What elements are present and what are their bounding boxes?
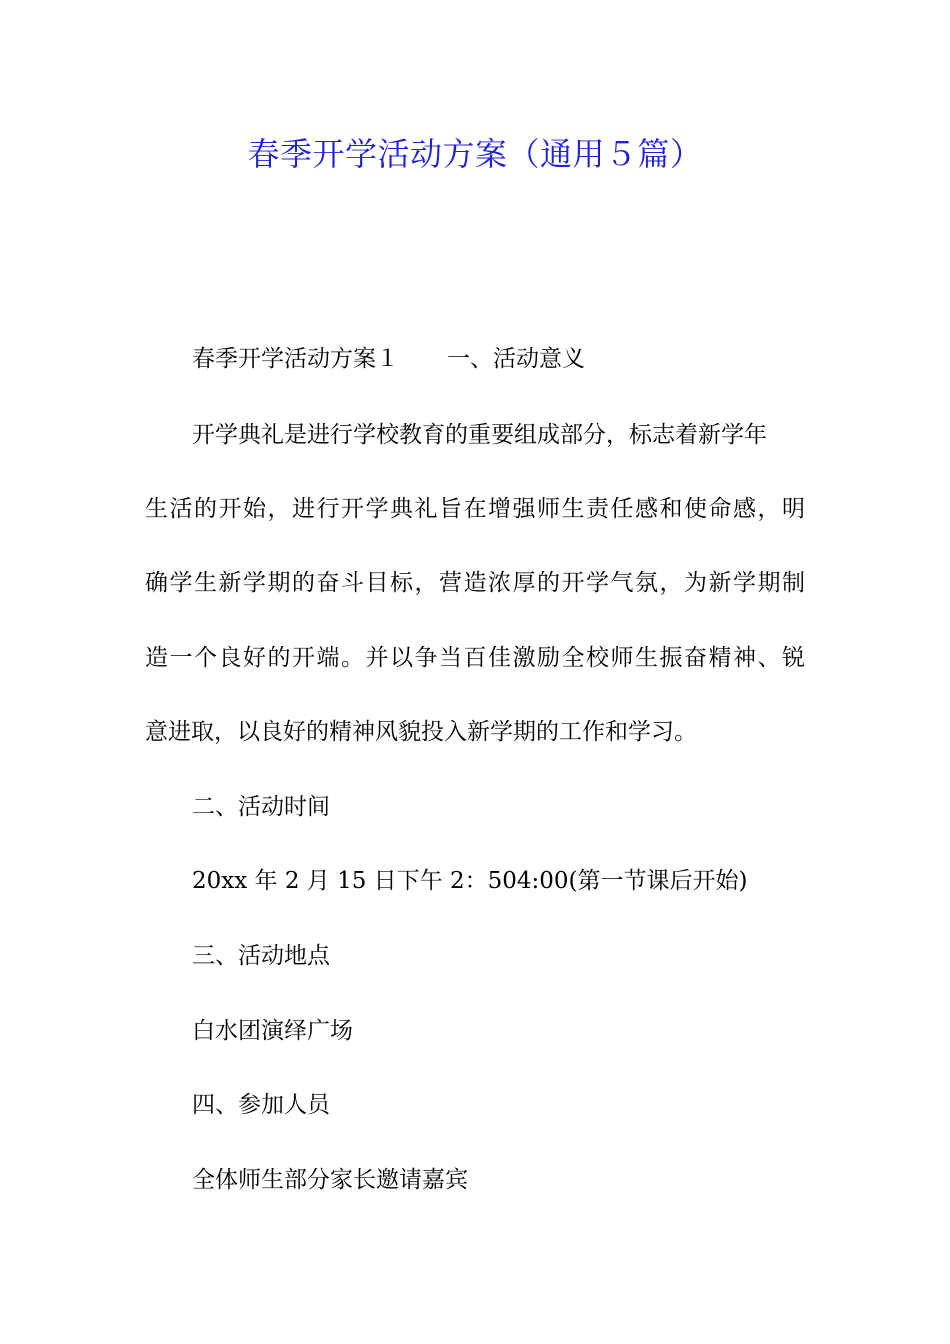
- subheading-time: 二、活动时间: [192, 794, 330, 820]
- paragraph-line: 意进取，以良好的精神风貌投入新学期的工作和学习。: [145, 719, 697, 745]
- participants: 全体师生部分家长邀请嘉宾: [192, 1167, 468, 1193]
- paragraph-line: 生活的开始，进行开学典礼旨在增强师生责任感和使命感，明: [145, 496, 805, 522]
- activity-place: 白水团演绎广场: [192, 1018, 353, 1044]
- activity-time: 20xx 年 2 月 15 日下午 2：504:00(第一节课后开始): [192, 868, 748, 894]
- paragraph-line: 造一个良好的开端。并以争当百佳激励全校师生振奋精神、锐: [145, 645, 805, 671]
- paragraph-line: 确学生新学期的奋斗目标，营造浓厚的开学气氛，为新学期制: [145, 570, 805, 596]
- paragraph-line: 开学典礼是进行学校教育的重要组成部分，标志着新学年: [192, 422, 767, 448]
- subheading-place: 三、活动地点: [192, 943, 330, 969]
- section-heading: 春季开学活动方案１: [192, 346, 399, 372]
- section-heading-line: [192, 344, 585, 374]
- subheading-significance: 一、活动意义: [447, 346, 585, 372]
- document-title: 春季开学活动方案（通用５篇）: [247, 135, 703, 173]
- subheading-participants: 四、参加人员: [192, 1092, 330, 1118]
